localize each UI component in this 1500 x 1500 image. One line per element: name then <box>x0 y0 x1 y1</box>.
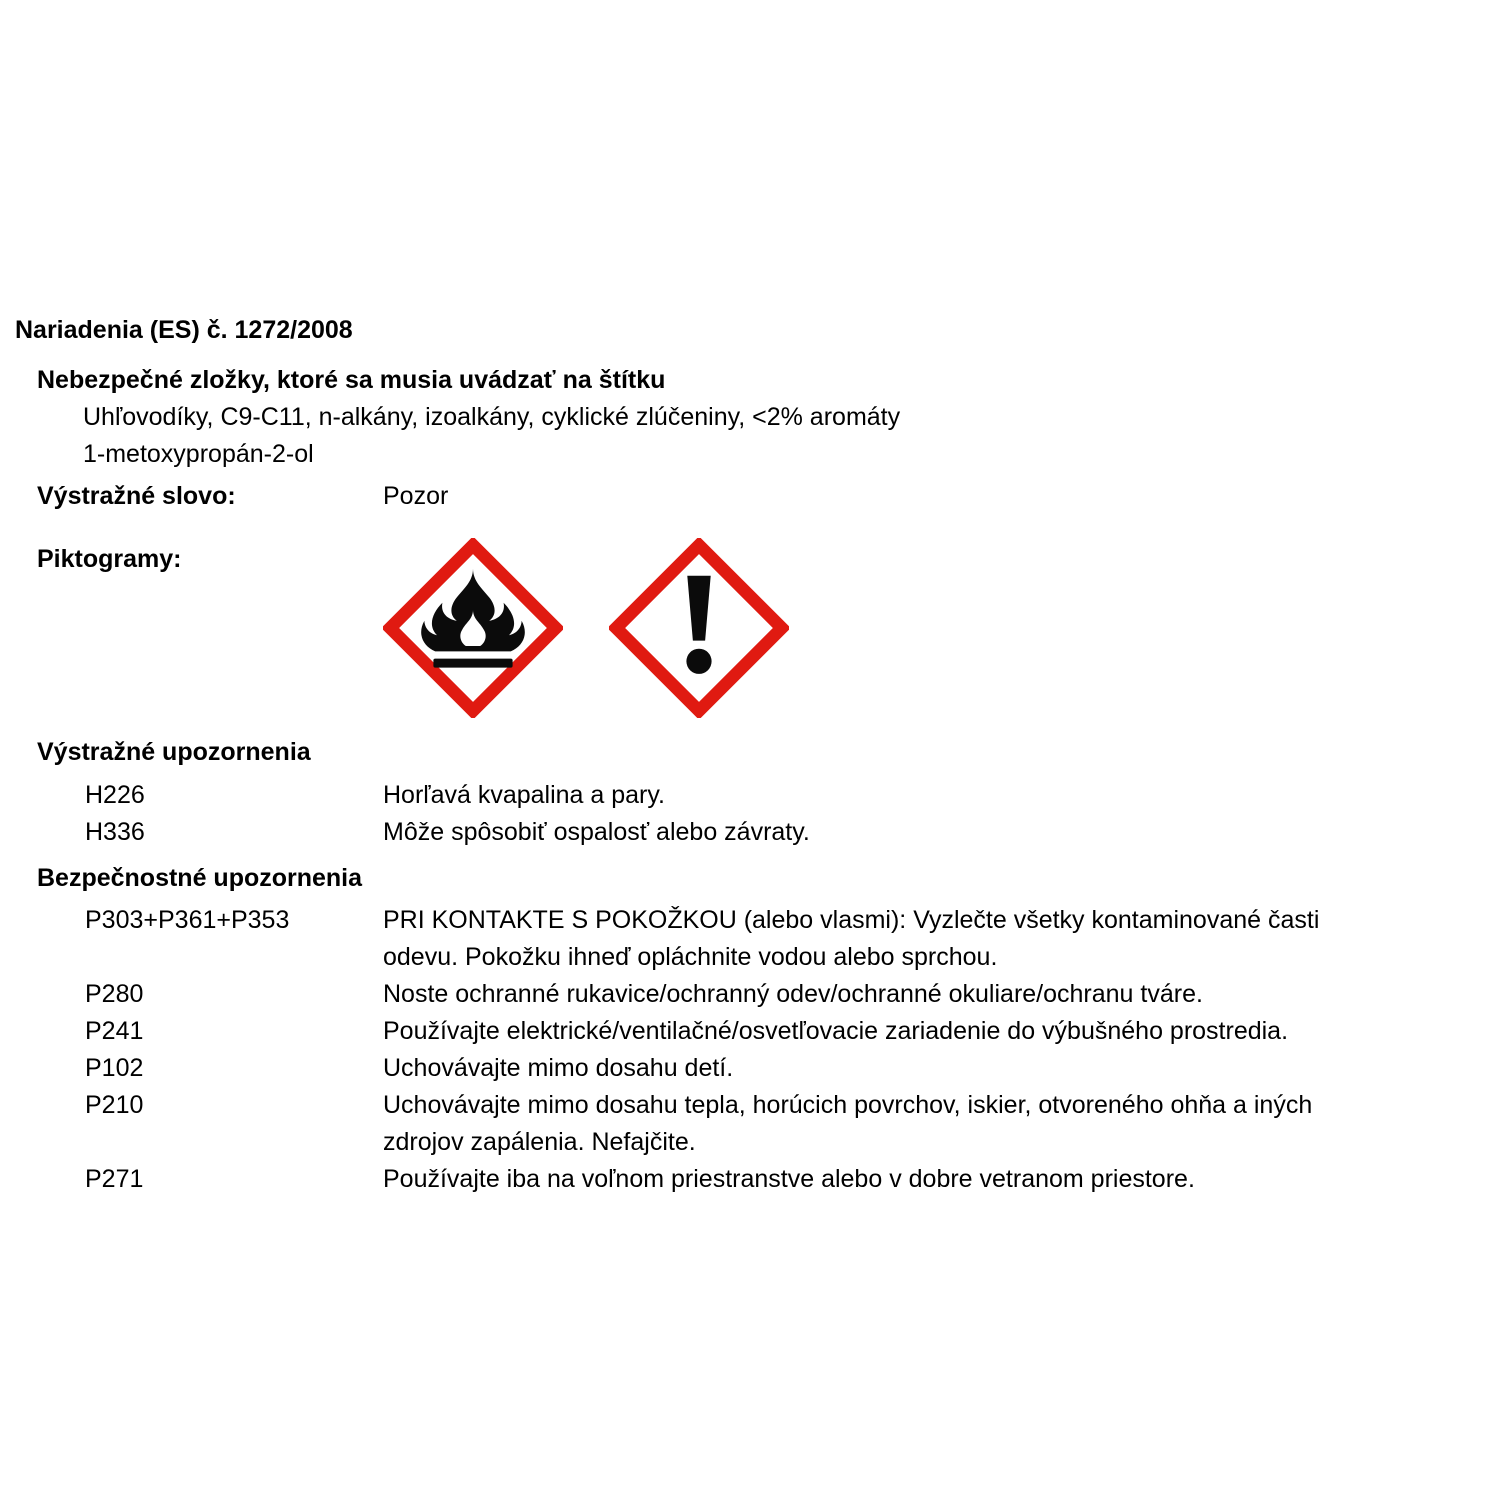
precaution-code: P102 <box>85 1054 144 1082</box>
precautionary-statement-row <box>15 1087 1500 1161</box>
precaution-text: Používajte iba na voľnom priestranstve alebo v dobre vetranom priestore. <box>383 1165 1195 1193</box>
hazard-statement-row <box>15 814 1500 851</box>
hazard-statement-row <box>15 777 1500 814</box>
precaution-text: Noste ochranné rukavice/ochranný odev/ochranné okuliare/ochranu tváre. <box>383 980 1203 1008</box>
precaution-text: PRI KONTAKTE S POKOŽKOU (alebo vlasmi): Vyzlečte všetky kontaminované časti <box>383 906 1320 934</box>
flame-icon <box>383 538 563 718</box>
precaution-text: Uchovávajte mimo dosahu tepla, horúcich povrchov, iskier, otvoreného ohňa a iných <box>383 1091 1313 1119</box>
hazard-text: Horľavá kvapalina a pary. <box>383 781 665 809</box>
precaution-text: odevu. Pokožku ihneď opláchnite vodou alebo sprchou. <box>383 943 998 971</box>
hazardous-component-item: 1-metoxypropán-2-ol <box>83 440 314 468</box>
hazardous-components-heading: Nebezpečné zložky, ktoré sa musia uvádzať na štítku <box>37 366 666 394</box>
pictograms-label: Piktogramy: <box>37 545 182 573</box>
hazardous-component-item: Uhľovodíky, C9-C11, n-alkány, izoalkány, cyklické zlúčeniny, <2% aromáty <box>83 403 901 431</box>
signal-word-row <box>15 478 1500 515</box>
regulation-title: Nariadenia (ES) č. 1272/2008 <box>15 316 353 344</box>
precautionary-statement-row <box>15 1161 1500 1198</box>
hazard-text: Môže spôsobiť ospalosť alebo závraty. <box>383 818 810 846</box>
hazard-code: H336 <box>85 818 145 846</box>
precaution-code: P271 <box>85 1165 144 1193</box>
hazard-code: H226 <box>85 781 145 809</box>
hazard-statements-heading: Výstražné upozornenia <box>37 738 311 766</box>
precautionary-statements-list <box>15 902 1500 1198</box>
precaution-text: zdrojov zapálenia. Nefajčite. <box>383 1128 696 1156</box>
precaution-code: P210 <box>85 1091 144 1119</box>
signal-word-value: Pozor <box>383 482 449 510</box>
exclamation-mark-icon <box>609 538 789 718</box>
precaution-code: P303+P361+P353 <box>85 906 290 934</box>
precaution-text: Uchovávajte mimo dosahu detí. <box>383 1054 734 1082</box>
sds-clp-section <box>15 312 1500 1198</box>
signal-word-label: Výstražné slovo: <box>37 482 236 510</box>
hazard-statements-list <box>15 777 1500 851</box>
precautionary-statement-row <box>15 1050 1500 1087</box>
precautionary-statement-row <box>15 1013 1500 1050</box>
precaution-code: P280 <box>85 980 144 1008</box>
precautionary-statements-heading: Bezpečnostné upozornenia <box>37 864 363 892</box>
pictogram-strip <box>383 538 789 718</box>
precaution-text: Používajte elektrické/ventilačné/osvetľovacie zariadenie do výbušného prostredia. <box>383 1017 1289 1045</box>
precautionary-statement-row <box>15 902 1500 976</box>
pictograms-row <box>15 541 1500 718</box>
precaution-code: P241 <box>85 1017 144 1045</box>
precautionary-statement-row <box>15 976 1500 1013</box>
